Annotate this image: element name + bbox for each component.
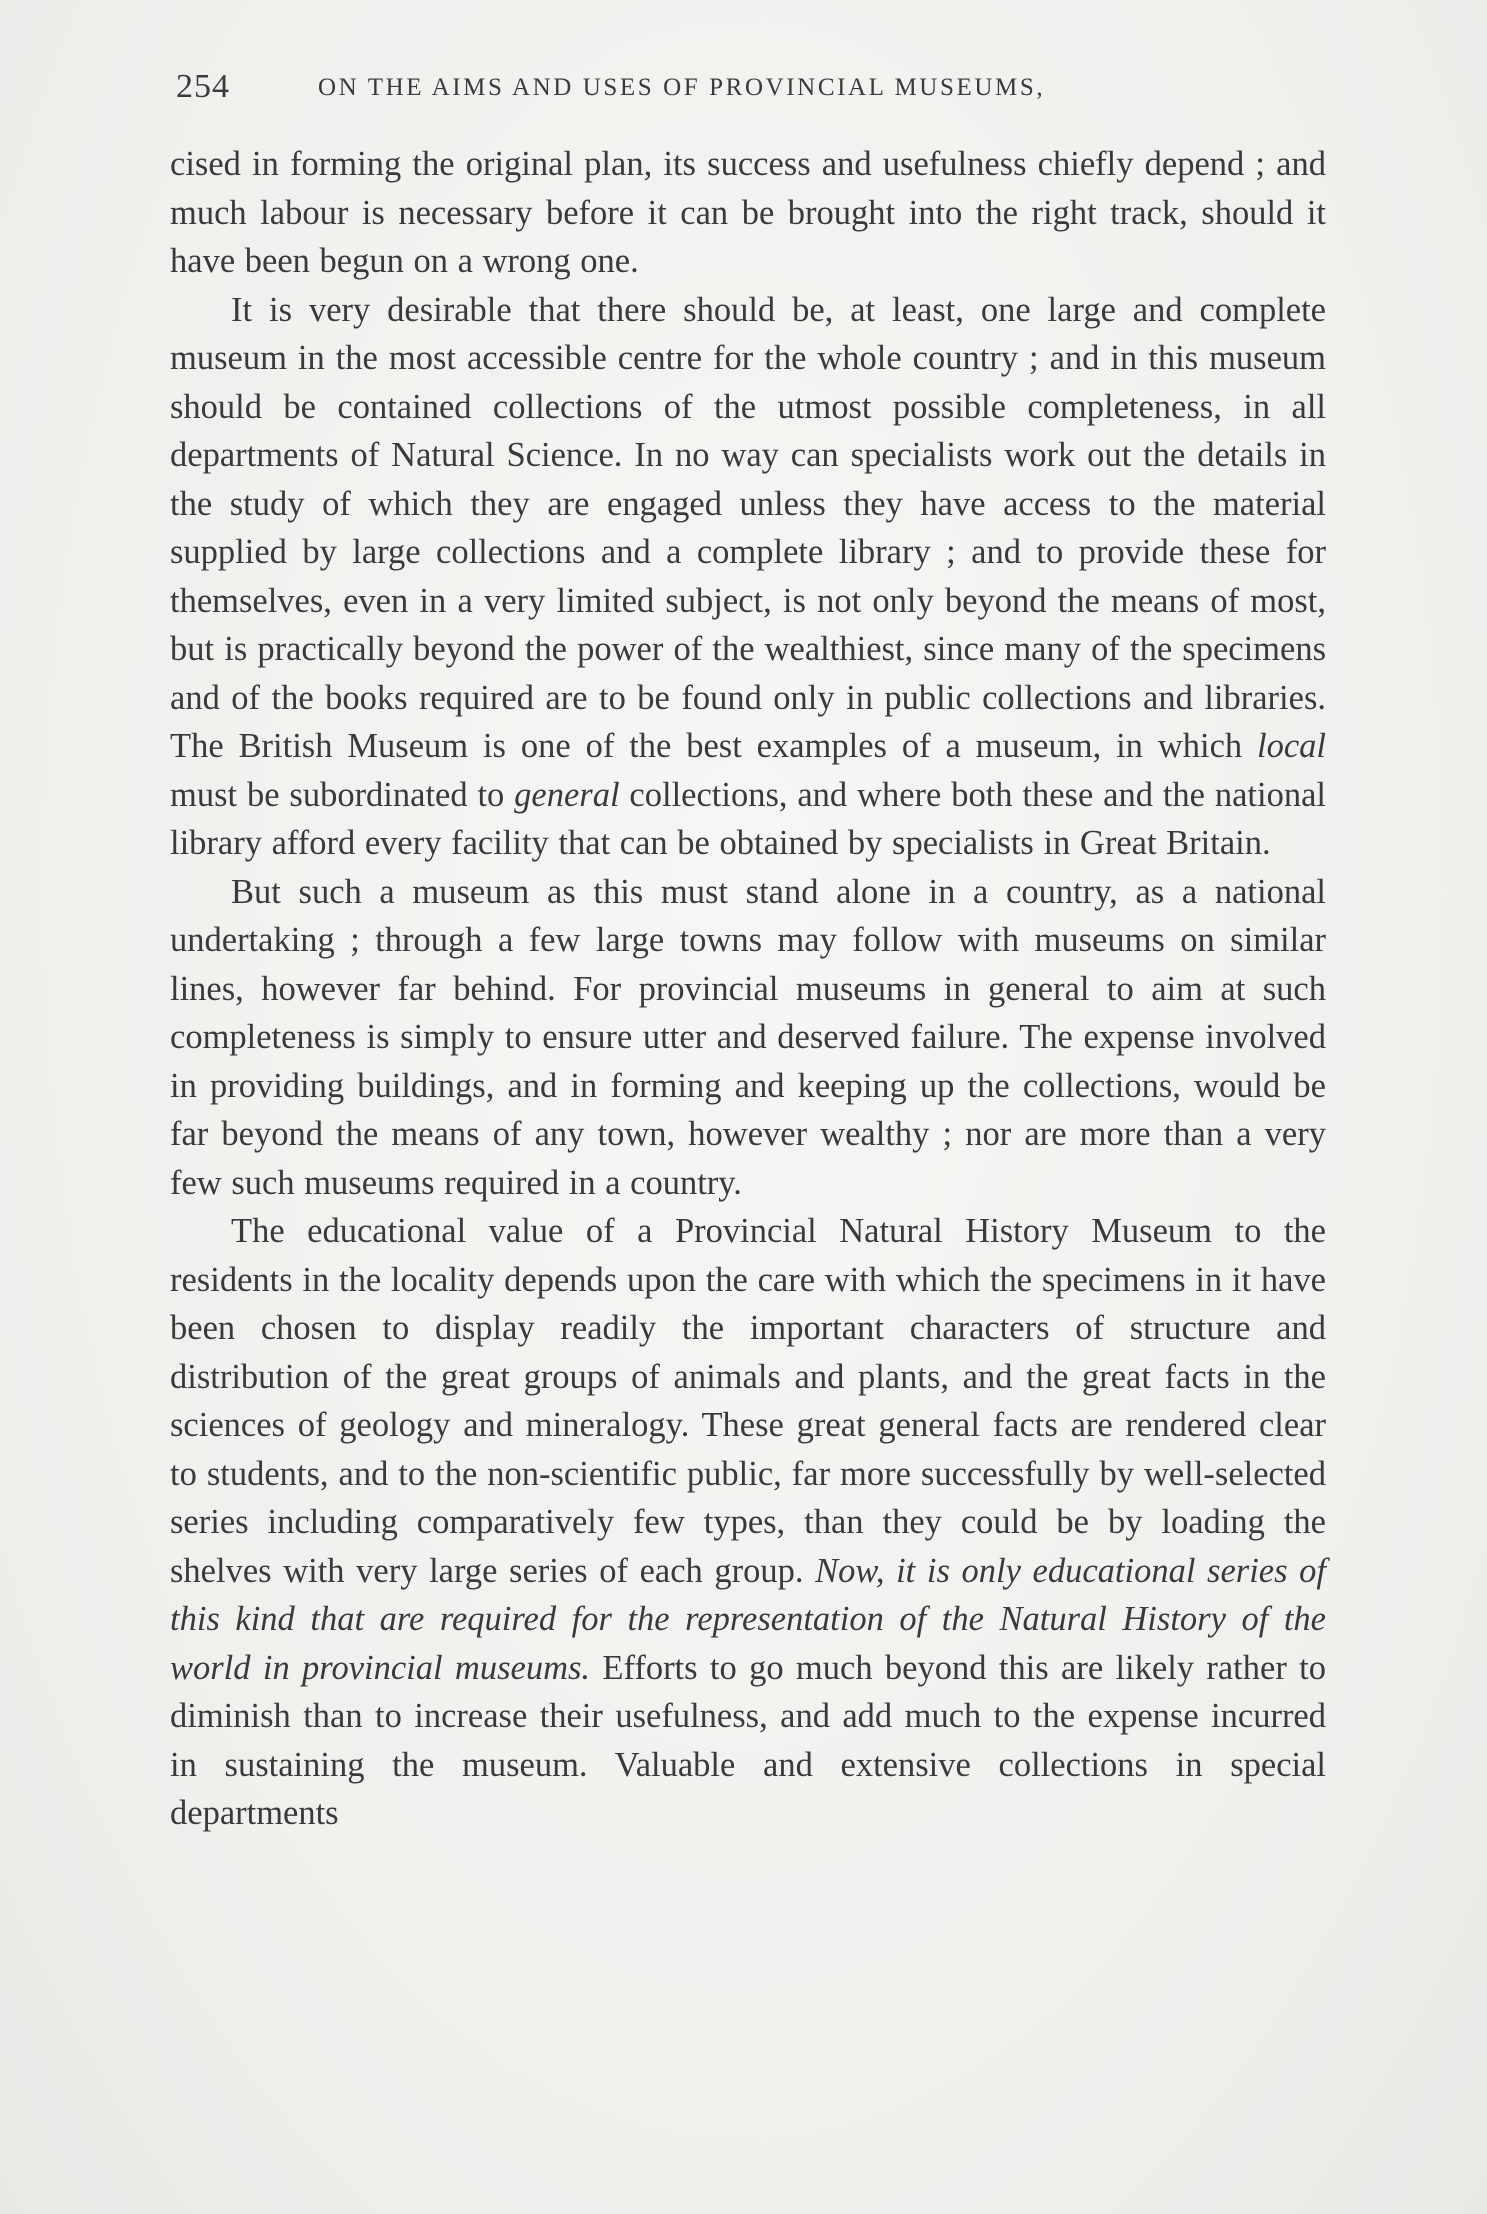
paragraph-continued: cised in forming the original plan, its success and usefulness chiefly depend ; and much labour is necessary before it can be brought into the right track, should it have been begun on a wrong one.: [170, 145, 1326, 280]
running-head: [168, 68, 1328, 118]
text-span: The educational value of a Provincial Natural History Museum to the residents in the locality depends upon the care with which the specimens in it have been chosen to display readily the important characters of structure and distribution of the great groups of animals and plants, and the great facts in the sciences of geology and mineralogy. These great general facts are rendered clear to students, and to the non-scientific public, far more successfully by well-selected series including comparatively few types, than they could be by loading the shelves with very large series of each group.: [170, 1212, 1326, 1590]
text-span: It is very desirable that there should be, at least, one large and complete museum in the most accessible centre for the whole country ; and in this museum should be contained collections of the utmost possible completeness, in all departments of Natural Science. In no way can specialists work out the details in the study of which they are engaged unless they have access to the material supplied by large collections and a complete library ; and to provide these for themselves, even in a very limited subject, is not only beyond the means of most, but is practically beyond the power of the wealthiest, since many of the specimens and of the books required are to be found only in public collections and libraries. The British Museum is one of the best examples of a museum, in which: [170, 290, 1326, 765]
paragraph-2: [170, 286, 1326, 868]
text-span: must be subordinated to: [170, 775, 515, 814]
text-span: Efforts to go much beyond this are likely rather to diminish than to increase their usefulness, and add much to the expense incurred in sustaining the museum. Valuable and extensive collections in special departments: [170, 1648, 1326, 1832]
italic-emphasis: Now, it is only educational series of this kind that are required for the representation of the Natural History of the world in provincial museums.: [170, 1551, 1326, 1687]
text-span: collections, and where both these and the national library afford every facility that can be obtained by specialists in Great Britain.: [170, 775, 1326, 862]
running-title: ON THE AIMS AND USES OF PROVINCIAL MUSEUMS,: [318, 74, 1046, 101]
body-text: [170, 140, 1326, 1838]
paragraph-4: [170, 1207, 1326, 1838]
page-number: 254: [176, 68, 230, 105]
italic-local: local: [1257, 727, 1326, 765]
paragraph-3: But such a museum as this must stand alone in a country, as a national undertaking ; through a few large towns may follow with museums on similar lines, however far behind. For provincial museums in general to aim at such completeness is simply to ensure utter and deserved failure. The expense involved in providing buildings, and in forming and keeping up the collections, would be far beyond the means of any town, however wealthy ; nor are more than a very few such museums required in a country.: [170, 872, 1326, 1202]
italic-general: general: [514, 775, 620, 814]
